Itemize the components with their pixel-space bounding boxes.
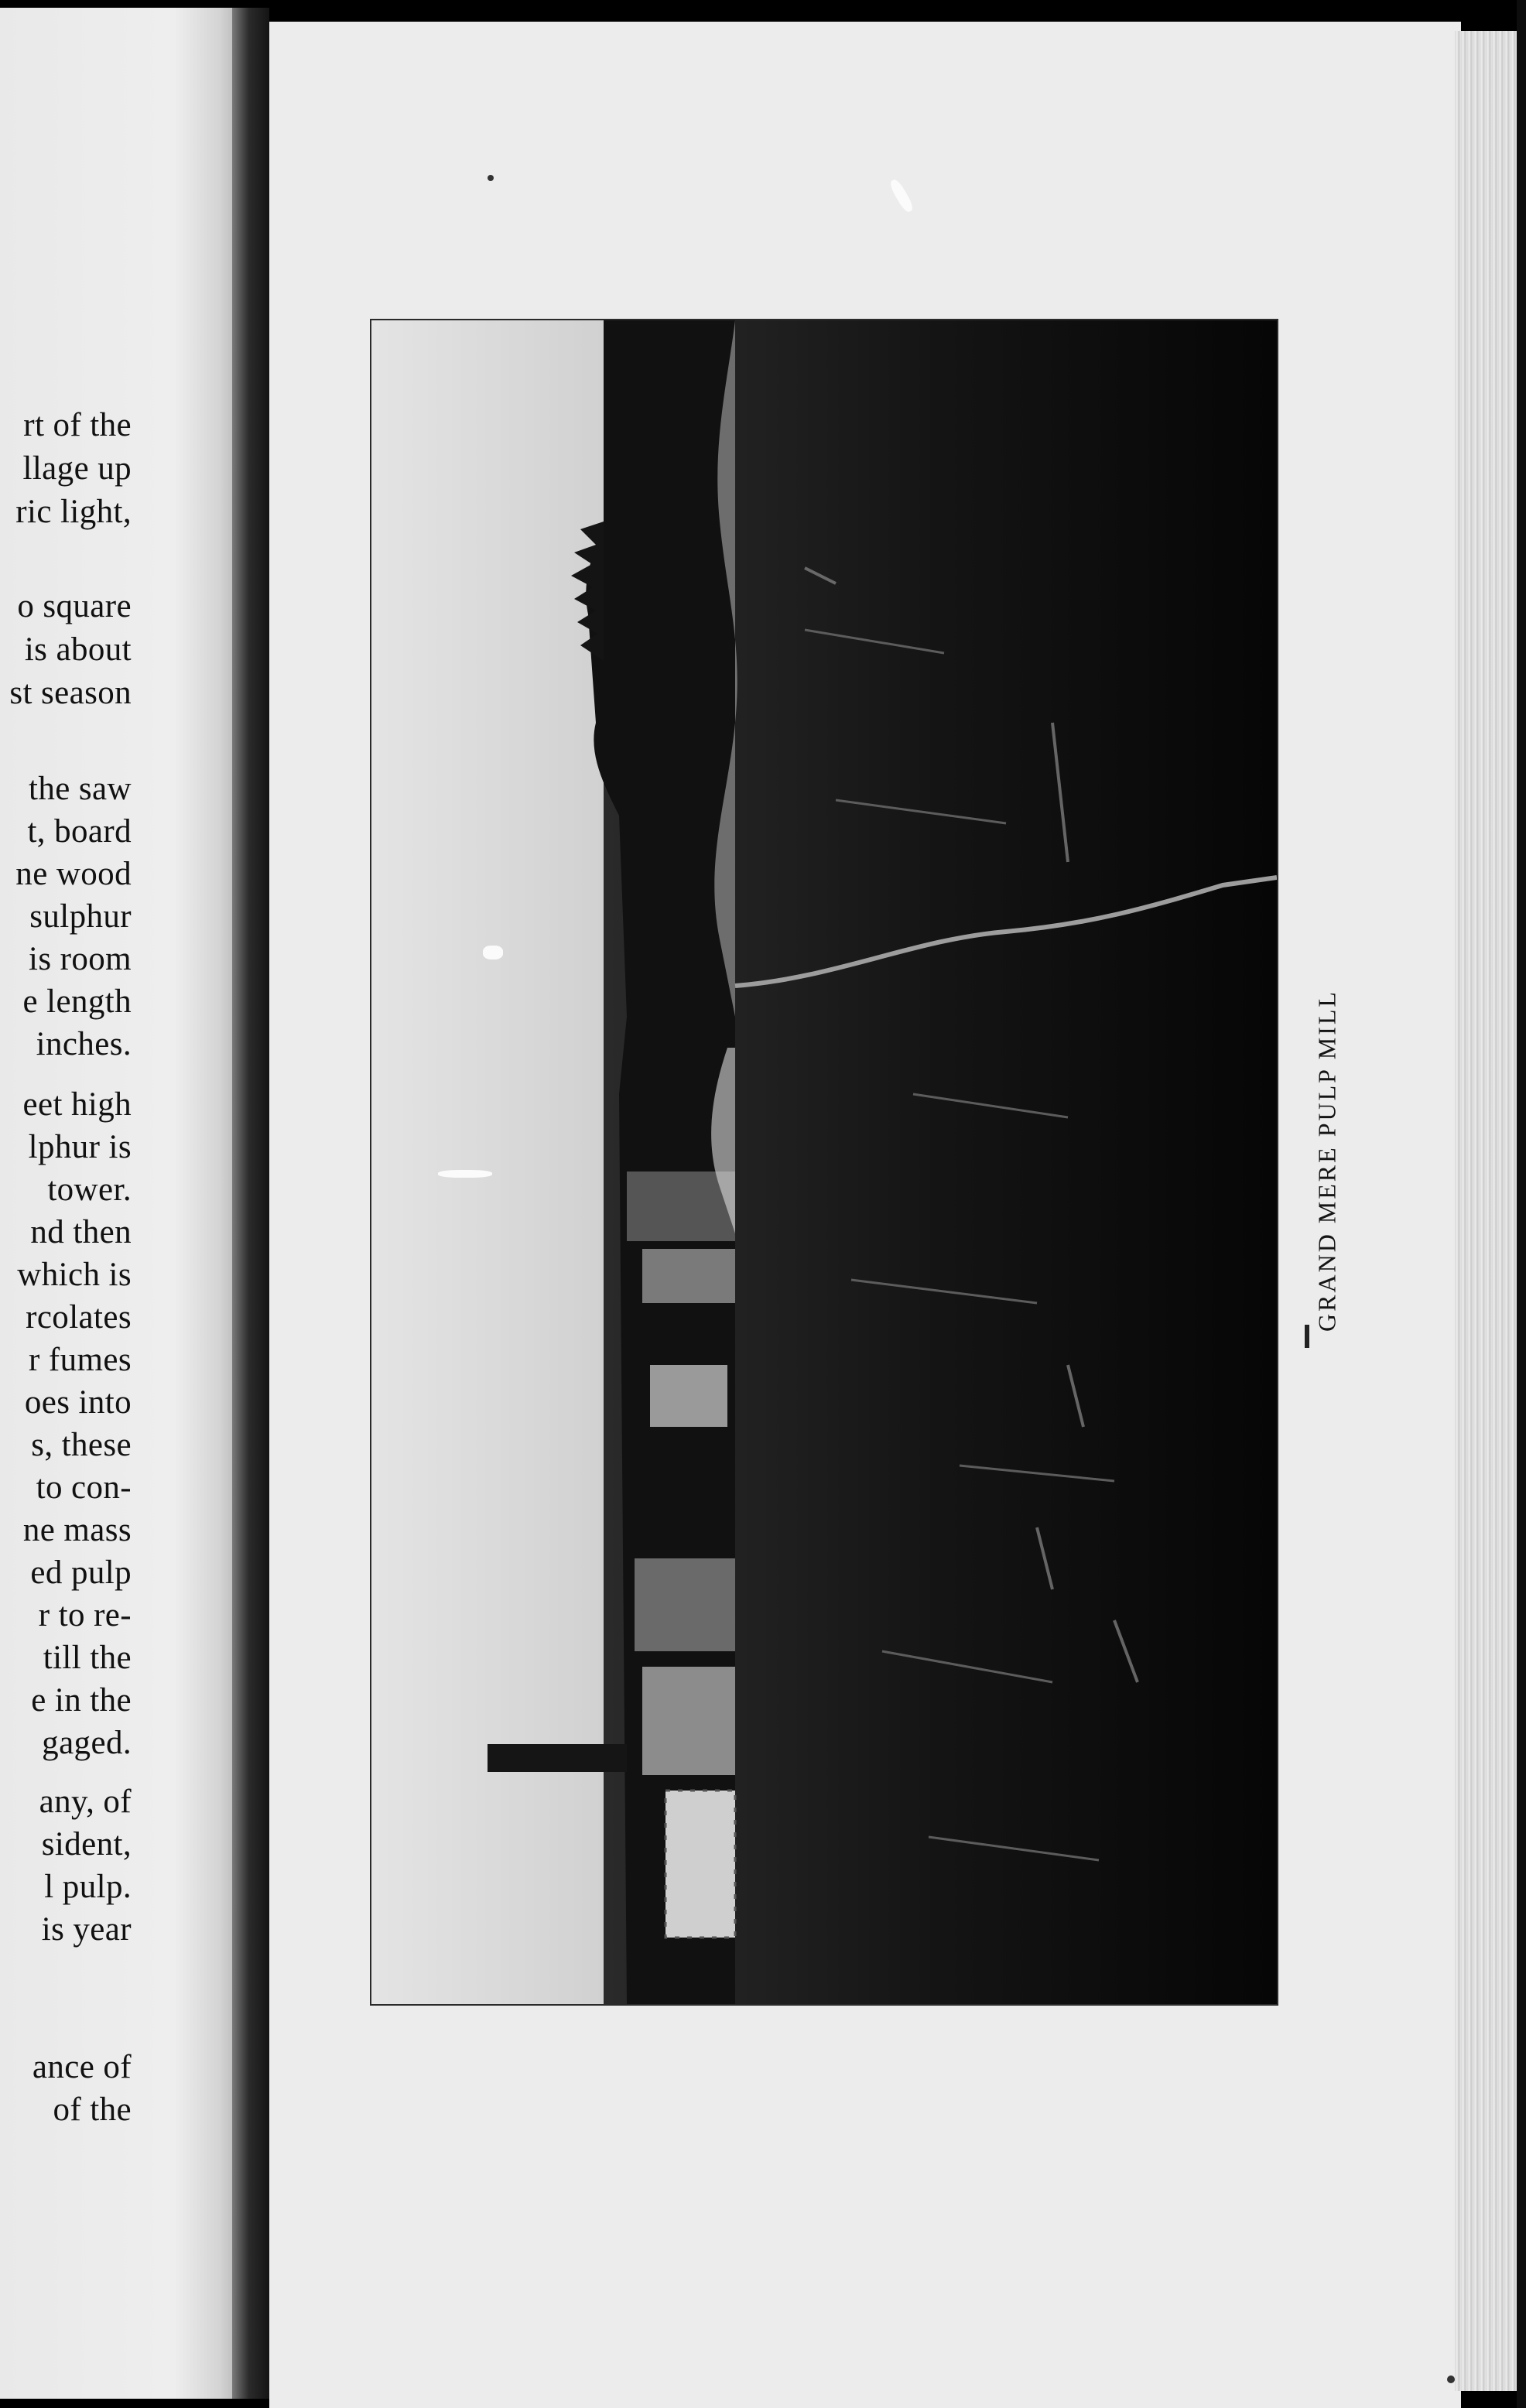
plate-caption: GRAND MERE PULP MILL bbox=[1312, 990, 1341, 1332]
page-edges bbox=[1455, 31, 1517, 2391]
scan-speck bbox=[483, 946, 503, 959]
text-line: which is bbox=[17, 1257, 132, 1293]
left-page-text bbox=[0, 8, 132, 2399]
text-line: sulphur bbox=[29, 898, 132, 935]
text-line: to con- bbox=[36, 1469, 132, 1506]
scan-speck bbox=[488, 175, 494, 181]
text-line: lphur is bbox=[28, 1129, 132, 1165]
text-line: rcolates bbox=[26, 1299, 132, 1336]
text-line: ric light, bbox=[15, 494, 132, 530]
text-line: st season bbox=[9, 675, 132, 711]
smokestack bbox=[488, 1744, 627, 1772]
text-line: tower. bbox=[47, 1172, 132, 1208]
text-line: gaged. bbox=[42, 1725, 132, 1761]
text-line: till the bbox=[43, 1640, 132, 1676]
text-line: e in the bbox=[31, 1682, 132, 1719]
mill-building bbox=[642, 1667, 735, 1775]
mill-building bbox=[650, 1365, 727, 1427]
caption-bracket-mark bbox=[1305, 1325, 1309, 1348]
text-line: is about bbox=[24, 631, 132, 668]
text-line: is room bbox=[29, 941, 132, 977]
text-line: t, board bbox=[27, 813, 132, 850]
text-line: l pulp. bbox=[44, 1869, 132, 1905]
left-page bbox=[0, 8, 249, 2399]
text-line: eet high bbox=[22, 1086, 132, 1123]
text-line: inches. bbox=[36, 1026, 132, 1062]
text-line: s, these bbox=[31, 1427, 132, 1463]
edge-shadow bbox=[1517, 0, 1526, 2408]
text-line: the saw bbox=[29, 771, 132, 807]
text-line: o square bbox=[17, 588, 132, 624]
text-line: nd then bbox=[30, 1214, 132, 1250]
mill-building bbox=[635, 1558, 735, 1651]
text-line: llage up bbox=[22, 450, 132, 487]
caption-area bbox=[1308, 959, 1346, 1362]
text-line: e length bbox=[22, 983, 132, 1020]
book-gutter bbox=[232, 8, 269, 2399]
text-line: is year bbox=[41, 1911, 132, 1948]
text-line: any, of bbox=[39, 1784, 132, 1820]
scan-speck bbox=[1447, 2376, 1455, 2383]
mill-building bbox=[642, 1249, 735, 1303]
scan-speck bbox=[438, 1170, 492, 1178]
text-line: ne wood bbox=[15, 856, 132, 892]
mill-building bbox=[665, 1791, 735, 1938]
text-line: r fumes bbox=[29, 1342, 132, 1378]
text-line: r to re- bbox=[38, 1597, 132, 1633]
text-line: ne mass bbox=[22, 1512, 132, 1548]
text-line: ance of bbox=[32, 2049, 132, 2085]
text-line: sident, bbox=[41, 1826, 132, 1862]
text-line: ed pulp bbox=[30, 1555, 132, 1591]
text-line: of the bbox=[53, 2092, 132, 2128]
pulp-mill-photograph bbox=[370, 319, 1278, 2006]
text-line: oes into bbox=[24, 1384, 132, 1421]
text-line: rt of the bbox=[23, 407, 132, 443]
